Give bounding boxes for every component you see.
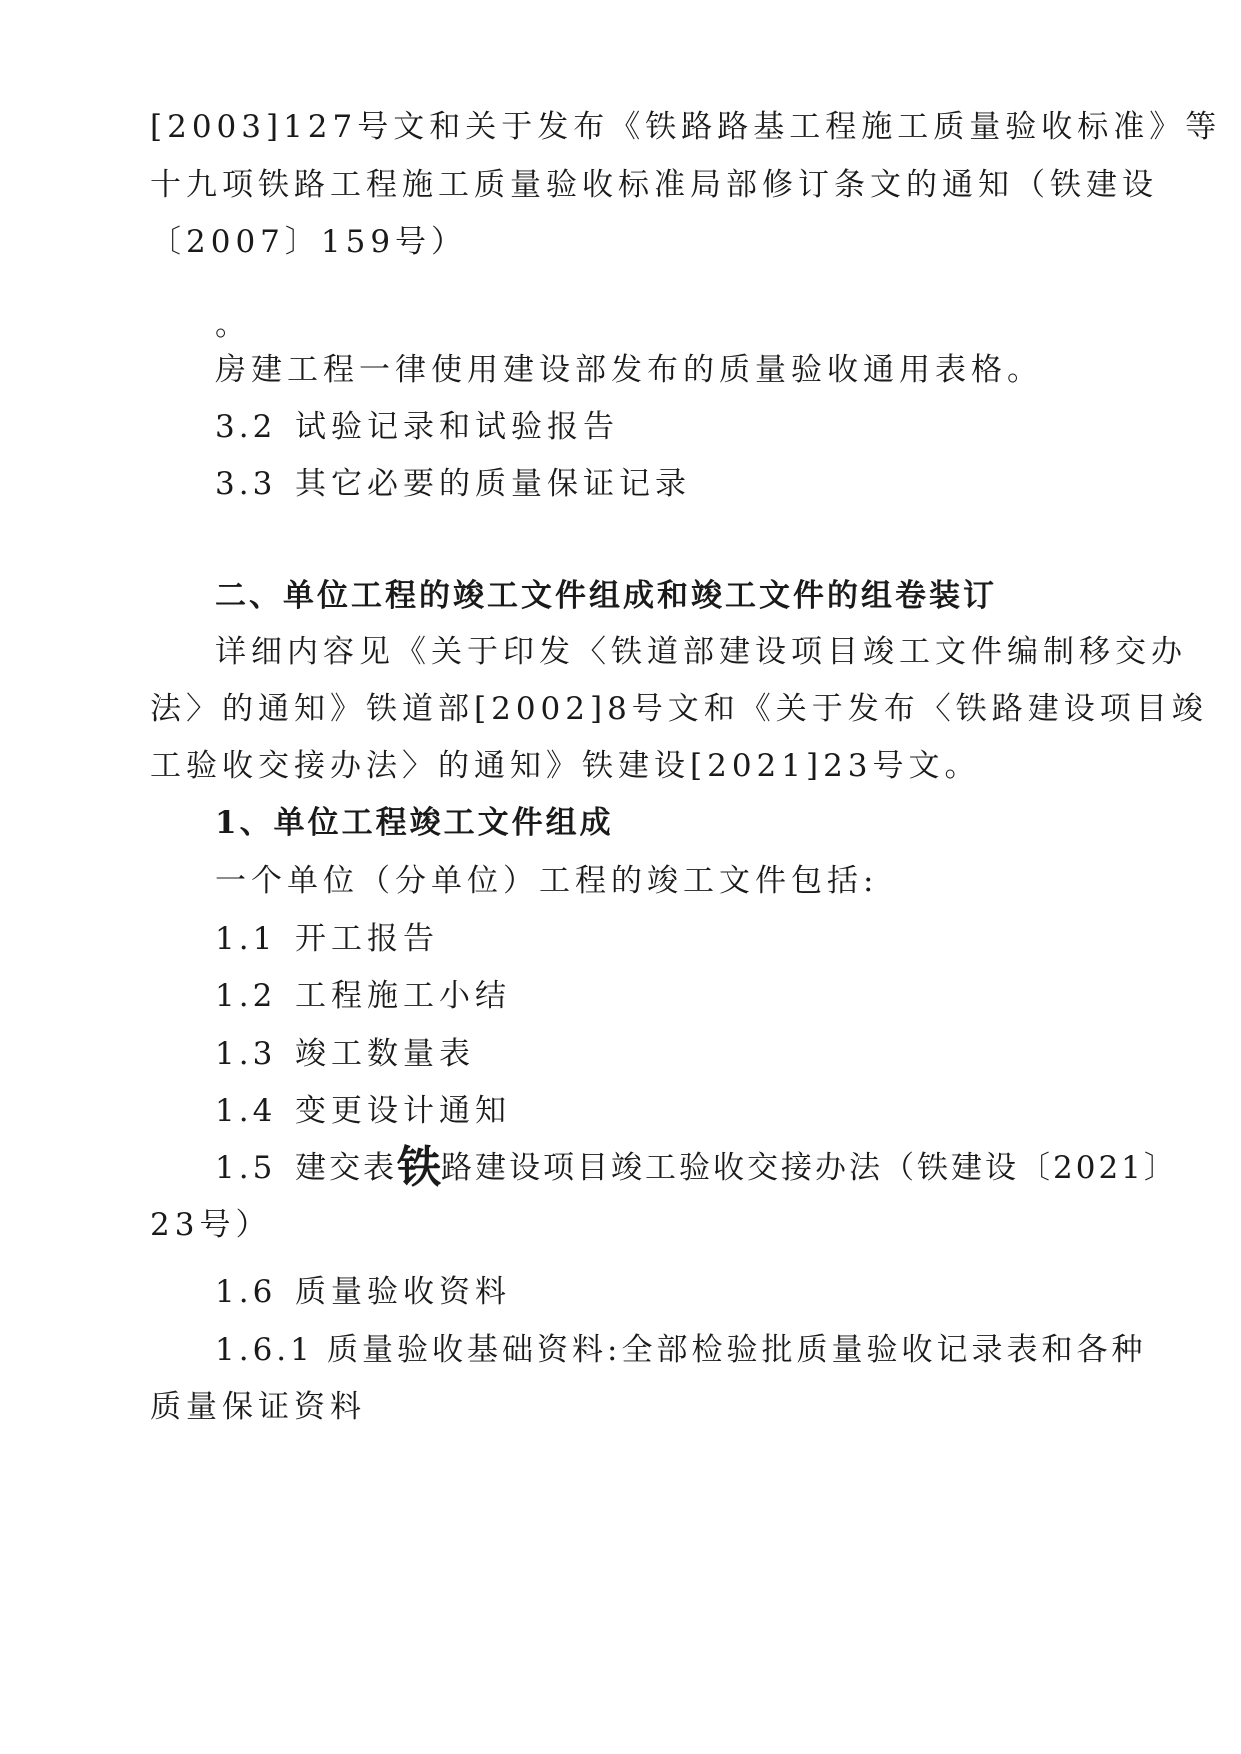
paragraph-line: [2003]127号文和关于发布《铁路路基工程施工质量验收标准》等 bbox=[150, 109, 1222, 145]
item-number: 1.6.1 bbox=[215, 1332, 314, 1368]
list-item-1-2 bbox=[215, 976, 1195, 1016]
paragraph-line: 法〉的通知》铁道部[2002]8号文和《关于发布〈铁路建设项目竣 bbox=[150, 691, 1208, 727]
list-item-1-5 bbox=[215, 1142, 1195, 1193]
list-item-3-3 bbox=[215, 464, 1195, 504]
section-heading: 二、单位工程的竣工文件组成和竣工文件的组卷装订 bbox=[215, 578, 997, 614]
item-text: 开工报告 bbox=[295, 921, 439, 957]
item-text: 变更设计通知 bbox=[295, 1093, 511, 1129]
paragraph-line: 详细内容见《关于印发〈铁道部建设项目竣工文件编制移交办 bbox=[215, 634, 1187, 670]
item-number: 1.1 bbox=[215, 921, 277, 957]
item-number: 1.5 bbox=[215, 1150, 277, 1186]
list-item-1-3 bbox=[215, 1034, 1195, 1074]
item-text: 竣工数量表 bbox=[295, 1036, 475, 1072]
list-item-1-4 bbox=[215, 1091, 1195, 1131]
paragraph-line: 十九项铁路工程施工质量验收标准局部修订条文的通知（铁建设 bbox=[150, 167, 1158, 203]
item-text: 质量验收资料 bbox=[295, 1274, 511, 1310]
paragraph-line: 〔2007〕159号） bbox=[150, 224, 468, 260]
item-number: 3.3 bbox=[215, 466, 277, 502]
item-text: 路建设项目竣工验收交接办法（铁建设〔2021〕 bbox=[441, 1150, 1178, 1186]
item-number: 1.3 bbox=[215, 1036, 277, 1072]
item-text: 工程施工小结 bbox=[295, 978, 511, 1014]
paragraph-line: 。 bbox=[215, 307, 251, 343]
list-item-1-1 bbox=[215, 919, 1195, 959]
list-item-3-2 bbox=[215, 407, 1195, 447]
paragraph-line: 工验收交接办法〉的通知》铁建设[2021]23号文。 bbox=[150, 748, 981, 784]
item-number: 1.2 bbox=[215, 978, 277, 1014]
paragraph-line: 质量保证资料 bbox=[150, 1389, 366, 1425]
item-text: 质量验收基础资料:全部检验批质量验收记录表和各种 bbox=[327, 1332, 1147, 1368]
paragraph-line: 一个单位（分单位）工程的竣工文件包括: bbox=[215, 863, 879, 899]
subsection-heading: 1、单位工程竣工文件组成 bbox=[215, 805, 614, 841]
item-text: 其它必要的质量保证记录 bbox=[295, 466, 691, 502]
item-number: 1.4 bbox=[215, 1093, 277, 1129]
list-item-1-6-1 bbox=[215, 1330, 1195, 1370]
item-number: 3.2 bbox=[215, 409, 277, 445]
item-text: 建交表 bbox=[295, 1150, 397, 1186]
item-text-enlarged: 铁 bbox=[397, 1142, 441, 1193]
item-number: 1.6 bbox=[215, 1274, 277, 1310]
paragraph-line: 房建工程一律使用建设部发布的质量验收通用表格。 bbox=[215, 352, 1043, 388]
item-text: 试验记录和试验报告 bbox=[295, 409, 619, 445]
list-item-1-6 bbox=[215, 1272, 1195, 1312]
paragraph-line: 23号） bbox=[150, 1207, 272, 1243]
